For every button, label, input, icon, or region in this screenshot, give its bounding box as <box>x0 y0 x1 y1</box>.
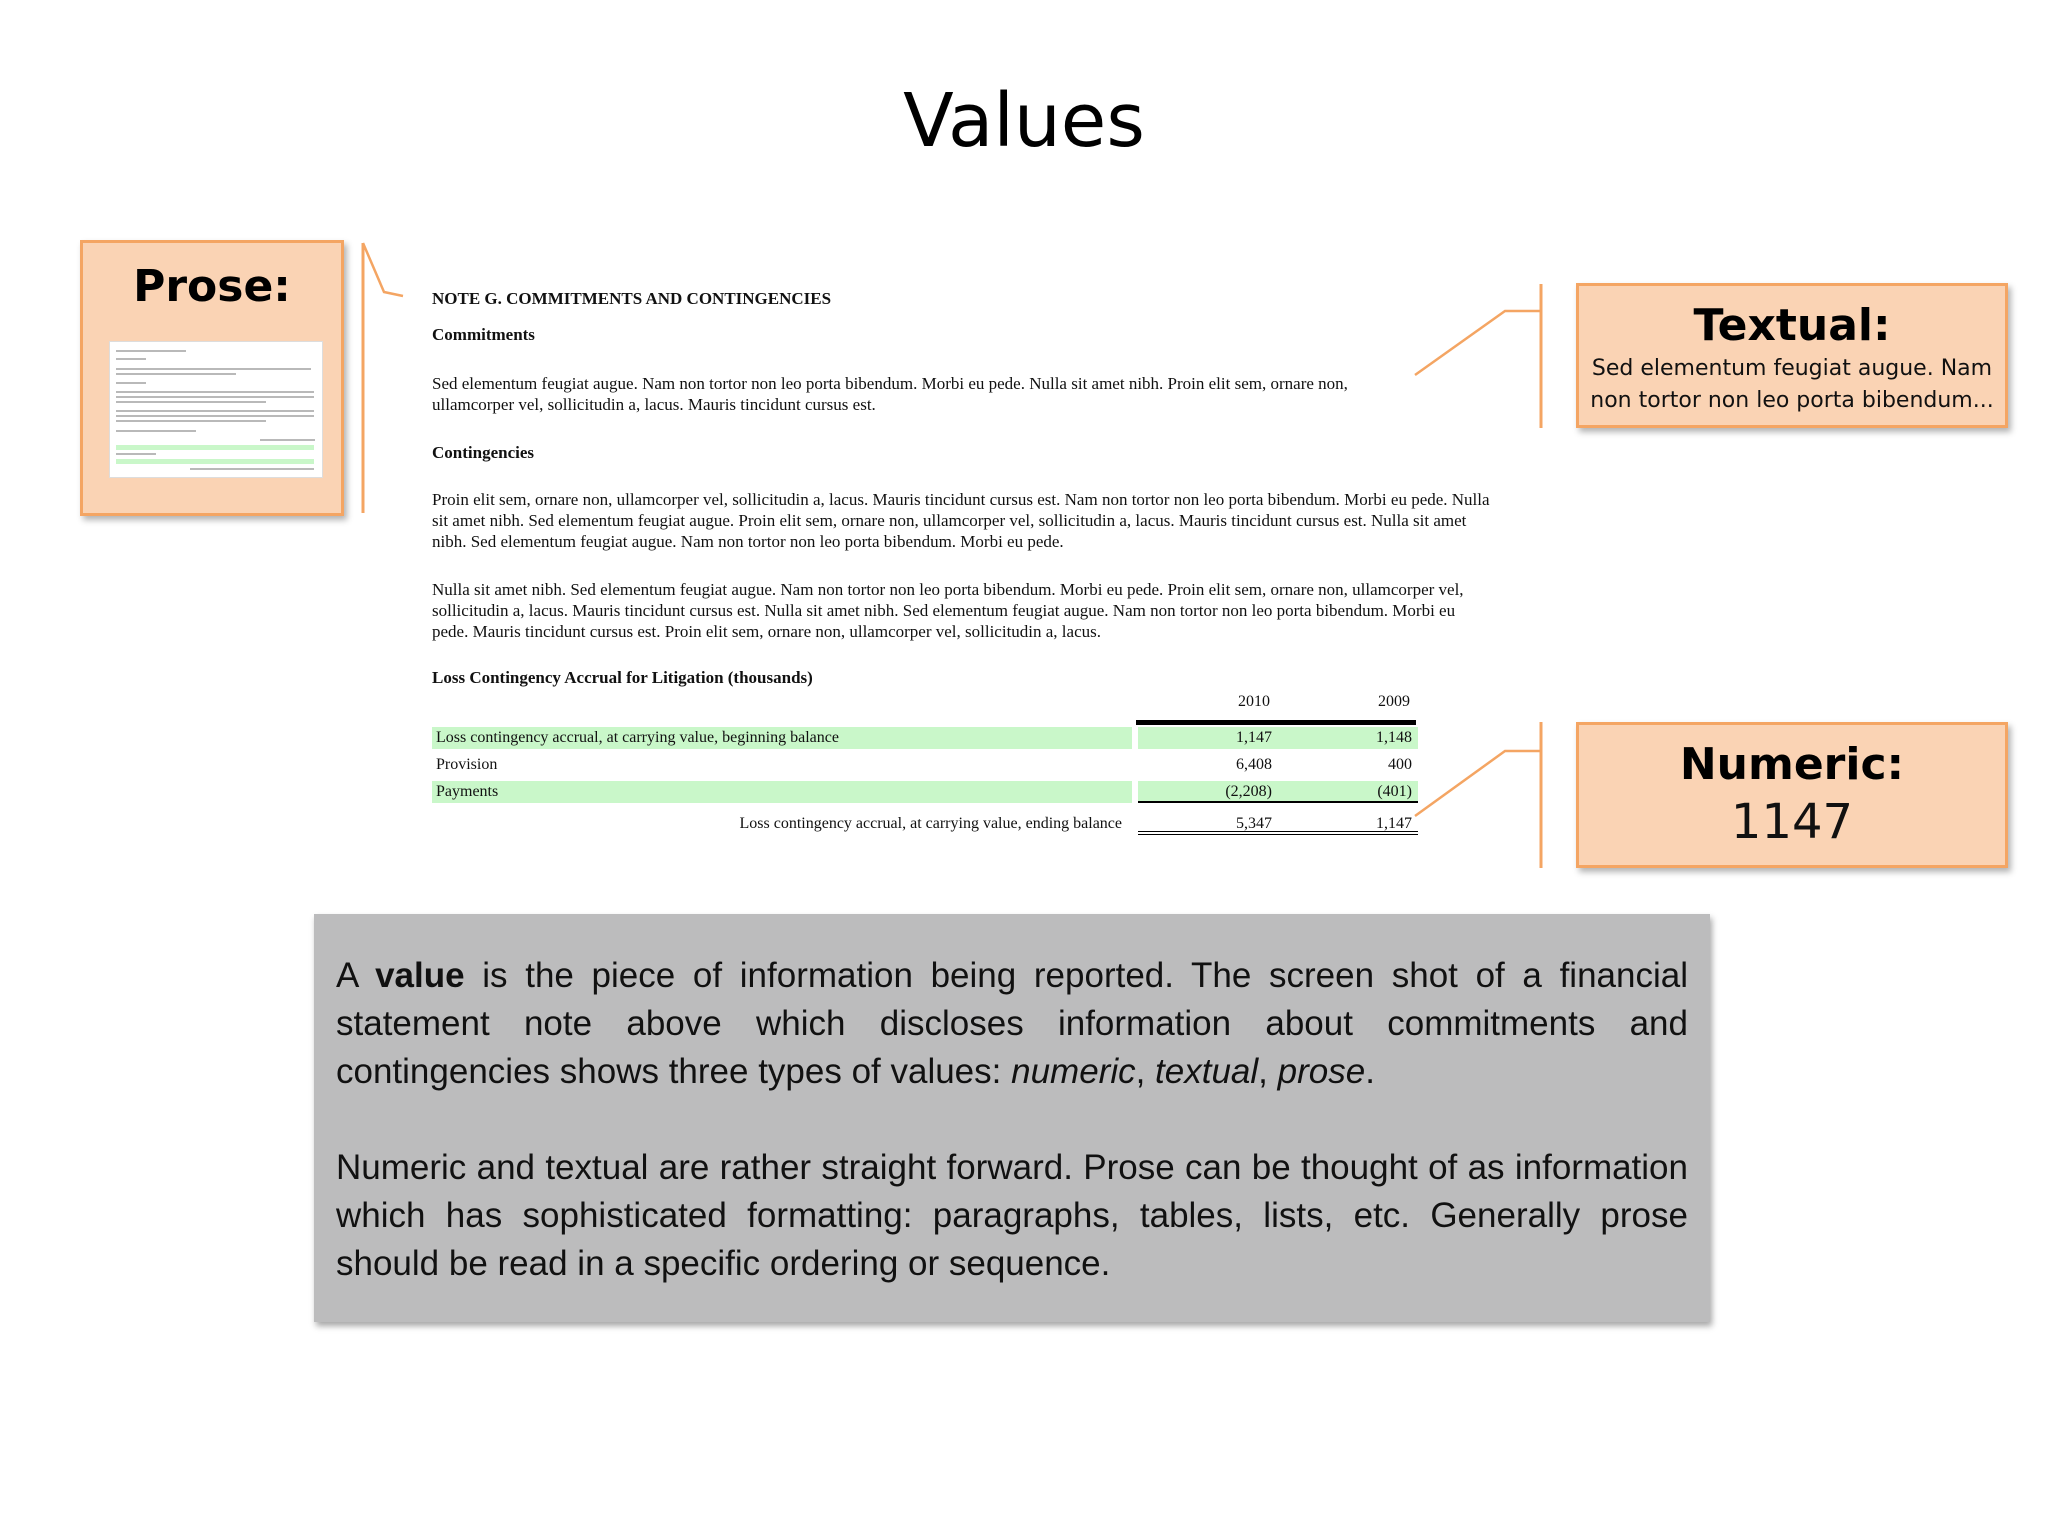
row-value-2010: 6,408 <box>1236 756 1272 773</box>
text-run: is the piece of information being reported. The screen shot of a financial statement note above which discloses information about commitments and contingencies shows three types of values: <box>336 956 1688 1091</box>
row-value-2009: (401) <box>1278 781 1418 803</box>
year-header-2009: 2009 <box>1378 693 1410 710</box>
row-label: Provision <box>436 756 498 773</box>
slide-title: Values <box>903 78 1145 164</box>
prose-callout <box>80 240 344 516</box>
contingencies-heading: Contingencies <box>432 443 534 462</box>
row-value-2009: 400 <box>1388 756 1412 773</box>
explanation-panel <box>314 914 1710 1322</box>
note-heading: NOTE G. COMMITMENTS AND CONTINGENCIES <box>432 289 832 308</box>
numeric-callout <box>1576 722 2008 868</box>
commitments-heading: Commitments <box>432 325 535 344</box>
textual-callout <box>1576 283 2008 428</box>
year-header-2010: 2010 <box>1238 693 1270 710</box>
commitments-text: Sed elementum feugiat augue. Nam non tortor non leo porta bibendum. Morbi eu pede. Nulla sit amet nibh. Proin elit sem, ornare non, ullamcorper vel, sollicitudin a, lacus. Mauris tincidunt cursus est. <box>432 374 1348 414</box>
table-row <box>432 754 1432 778</box>
row-label: Loss contingency accrual, at carrying value, ending balance <box>739 815 1122 832</box>
row-value-2009: 1,147 <box>1278 813 1418 835</box>
row-value-2010: 1,147 <box>1138 727 1278 749</box>
table-row <box>432 727 1432 751</box>
text-run: A <box>336 956 376 995</box>
text-run: , <box>1135 1052 1156 1091</box>
year-rule-2010 <box>1136 720 1276 725</box>
prose-label: Prose: <box>133 261 291 312</box>
row-value-2010: (2,208) <box>1138 781 1278 803</box>
contingencies-paragraph-1: Proin elit sem, ornare non, ullamcorper vel, sollicitudin a, lacus. Mauris tincidunt cursus est. Nam non tortor non leo porta bibendum. Morbi eu pede. Nulla sit amet nibh. Sed elementum feugiat augue. Proin elit sem, ornare non, ullamcorper vel, sollicitudin a, lacus. Mauris tincidunt cursus est. Nulla sit amet nibh. Sed elementum feugiat augue. Nam non tortor non leo porta bibendum. Morbi eu pede. <box>432 490 1490 551</box>
text-run: , <box>1258 1052 1278 1091</box>
table-heading: Loss Contingency Accrual for Litigation (thousands) <box>432 668 813 687</box>
explanation-paragraph-1 <box>336 952 1688 1096</box>
value-term: value <box>375 956 465 995</box>
financial-note-screenshot <box>430 285 1500 845</box>
table-row <box>432 813 1432 837</box>
contingencies-paragraph-2: Nulla sit amet nibh. Sed elementum feugiat augue. Nam non tortor non leo porta bibendum. Morbi eu pede. Proin elit sem, ornare non, ullamcorper vel, sollicitudin a, lacus. Mauris tincidunt cursus est. Nulla sit amet nibh. Sed elementum feugiat augue. Nam non tortor non leo porta bibendum. Morbi eu pede. Mauris tincidunt cursus est. Proin elit sem, ornare non, ullamcorper vel, sollicitudin a, lacus. <box>432 580 1464 641</box>
table-row <box>432 781 1432 805</box>
year-rule-2009 <box>1276 720 1416 725</box>
row-label: Loss contingency accrual, at carrying value, beginning balance <box>432 727 1132 749</box>
text-run: . <box>1365 1052 1375 1091</box>
textual-label: Textual: <box>1693 300 1891 351</box>
explanation-paragraph-2: Numeric and textual are rather straight forward. Prose can be thought of as information which has sophisticated formatting: paragraphs, tables, lists, etc. Generally prose should be read in a specific ordering or sequence. <box>336 1148 1688 1283</box>
document-thumbnail <box>109 341 323 478</box>
row-label: Payments <box>432 781 1132 803</box>
term-textual: textual <box>1155 1052 1259 1091</box>
row-value-2010: 5,347 <box>1138 813 1278 835</box>
row-value-2009: 1,148 <box>1278 727 1418 749</box>
numeric-value: 1147 <box>1730 794 1854 850</box>
numeric-label: Numeric: <box>1679 739 1905 790</box>
term-prose: prose <box>1277 1052 1366 1091</box>
textual-value: Sed elementum feugiat augue. Nam non tortor non leo porta bibendum... <box>1590 356 1994 413</box>
term-numeric: numeric <box>1011 1052 1136 1091</box>
